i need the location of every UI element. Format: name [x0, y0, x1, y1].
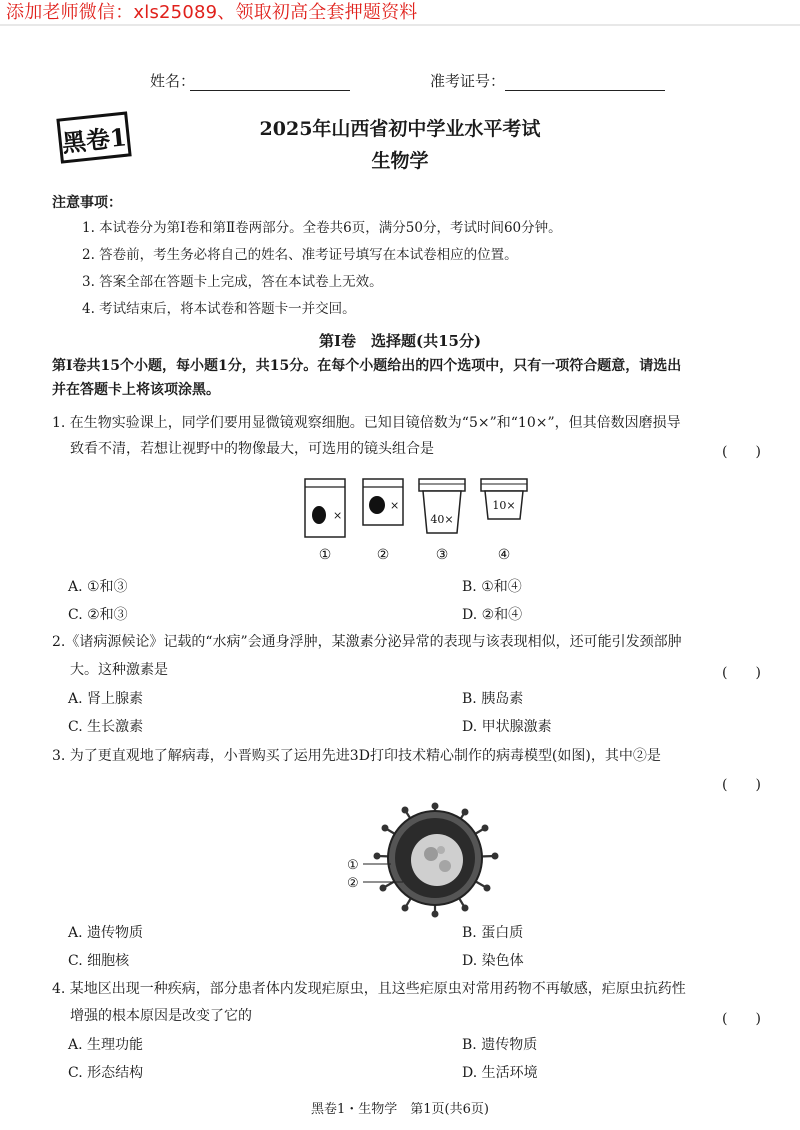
- q3-option-a: A. 遗传物质: [68, 925, 144, 941]
- q1-option-b: B. ①和④: [462, 579, 522, 595]
- svg-text:×: ×: [333, 509, 343, 522]
- q1-answer-paren: ( ): [722, 444, 761, 460]
- q2-option-b: B. 胰岛素: [462, 691, 524, 707]
- q1-stem: 1. 在生物实验课上，同学们要用显微镜观察细胞。已知目镜倍数为“5×”和“10×”，但其倍数因磨损导: [52, 415, 681, 431]
- q3-answer-paren: ( ): [722, 777, 761, 793]
- exam-id-field[interactable]: [505, 72, 665, 91]
- q1-stem: 致看不清，若想让视野中的物像最大，可选用的镜头组合是: [70, 441, 434, 457]
- q1-lens-figure: [295, 475, 535, 565]
- q2-stem: 大。这种激素是: [70, 662, 168, 678]
- notice-item: 2. 答卷前，考生务必将自己的姓名、准考证号填写在本试卷相应的位置。: [82, 247, 518, 263]
- subject-title: 生物学: [371, 150, 429, 172]
- q3-option-c: C. 细胞核: [68, 953, 130, 969]
- q2-answer-paren: ( ): [722, 665, 761, 681]
- virus-label-1: ①: [347, 858, 359, 873]
- page-footer: 黑卷1・生物学 第1页(共6页): [311, 1102, 489, 1117]
- banner-divider: [0, 24, 800, 26]
- q2-stem: 2.《诸病源候论》记载的“水病”会通身浮肿，某激素分泌异常的表现与该表现相似，还可能引发颈部肿: [52, 634, 682, 650]
- exam-title: 2025年山西省初中学业水平考试: [259, 118, 541, 140]
- notice-title: 注意事项：: [52, 195, 122, 211]
- figure-label-1: ①: [318, 547, 332, 563]
- promo-banner: 添加老师微信：xls25089、领取初高全套押题资料: [6, 2, 418, 23]
- exam-id-label: 准考证号：: [430, 72, 506, 90]
- q4-answer-paren: ( ): [722, 1011, 761, 1027]
- section-instruction: 并在答题卡上将该项涂黑。: [52, 382, 220, 398]
- section-instruction: 第Ⅰ卷共15个小题，每小题1分，共15分。在每个小题给出的四个选项中，只有一项符合题意，请选出: [52, 358, 682, 374]
- svg-text:10×: 10×: [492, 499, 516, 512]
- q2-option-c: C. 生长激素: [68, 719, 144, 735]
- section-title: 第Ⅰ卷 选择题(共15分): [318, 332, 482, 350]
- q1-option-c: C. ②和③: [68, 607, 128, 623]
- q4-option-c: C. 形态结构: [68, 1065, 144, 1081]
- lens-4-icon: [481, 479, 527, 519]
- notice-item: 3. 答案全部在答题卡上完成，答在本试卷上无效。: [82, 274, 383, 290]
- q4-stem: 增强的根本原因是改变了它的: [70, 1008, 252, 1024]
- q4-stem: 4. 某地区出现一种疾病，部分患者体内发现疟原虫，且这些疟原虫对常用药物不再敏感，疟原虫抗药性: [52, 981, 686, 997]
- lens-2-icon: [363, 479, 403, 525]
- q3-stem: 3. 为了更直观地了解病毒，小晋购买了运用先进3D打印技术精心制作的病毒模型(如图)，其中②是: [52, 748, 661, 764]
- lens-3-icon: [419, 479, 465, 533]
- figure-label-3: ③: [435, 547, 449, 563]
- figure-label-2: ②: [376, 547, 390, 563]
- notice-item: 1. 本试卷分为第Ⅰ卷和第Ⅱ卷两部分。全卷共6页，满分50分，考试时间60分钟。: [82, 220, 562, 236]
- q4-option-d: D. 生活环境: [462, 1065, 538, 1081]
- q3-option-b: B. 蛋白质: [462, 925, 524, 941]
- q1-option-a: A. ①和③: [68, 579, 128, 595]
- svg-text:×: ×: [390, 499, 400, 512]
- lens-1-icon: [305, 479, 345, 537]
- notice-item: 4. 考试结束后，将本试卷和答题卡一并交回。: [82, 301, 356, 317]
- name-field[interactable]: [190, 72, 350, 91]
- q4-option-a: A. 生理功能: [68, 1037, 144, 1053]
- figure-label-4: ④: [497, 547, 511, 563]
- q2-option-d: D. 甲状腺激素: [462, 719, 552, 735]
- q3-virus-figure: [345, 800, 505, 918]
- q1-option-d: D. ②和④: [462, 607, 523, 623]
- seal-text: 黑卷1: [60, 122, 128, 158]
- virus-label-2: ②: [347, 876, 359, 891]
- virus-model-icon: [374, 803, 499, 918]
- name-label: 姓名：: [150, 72, 196, 90]
- q3-option-d: D. 染色体: [462, 953, 524, 969]
- q2-option-a: A. 肾上腺素: [68, 691, 144, 707]
- svg-text:40×: 40×: [430, 513, 454, 526]
- q4-option-b: B. 遗传物质: [462, 1037, 538, 1053]
